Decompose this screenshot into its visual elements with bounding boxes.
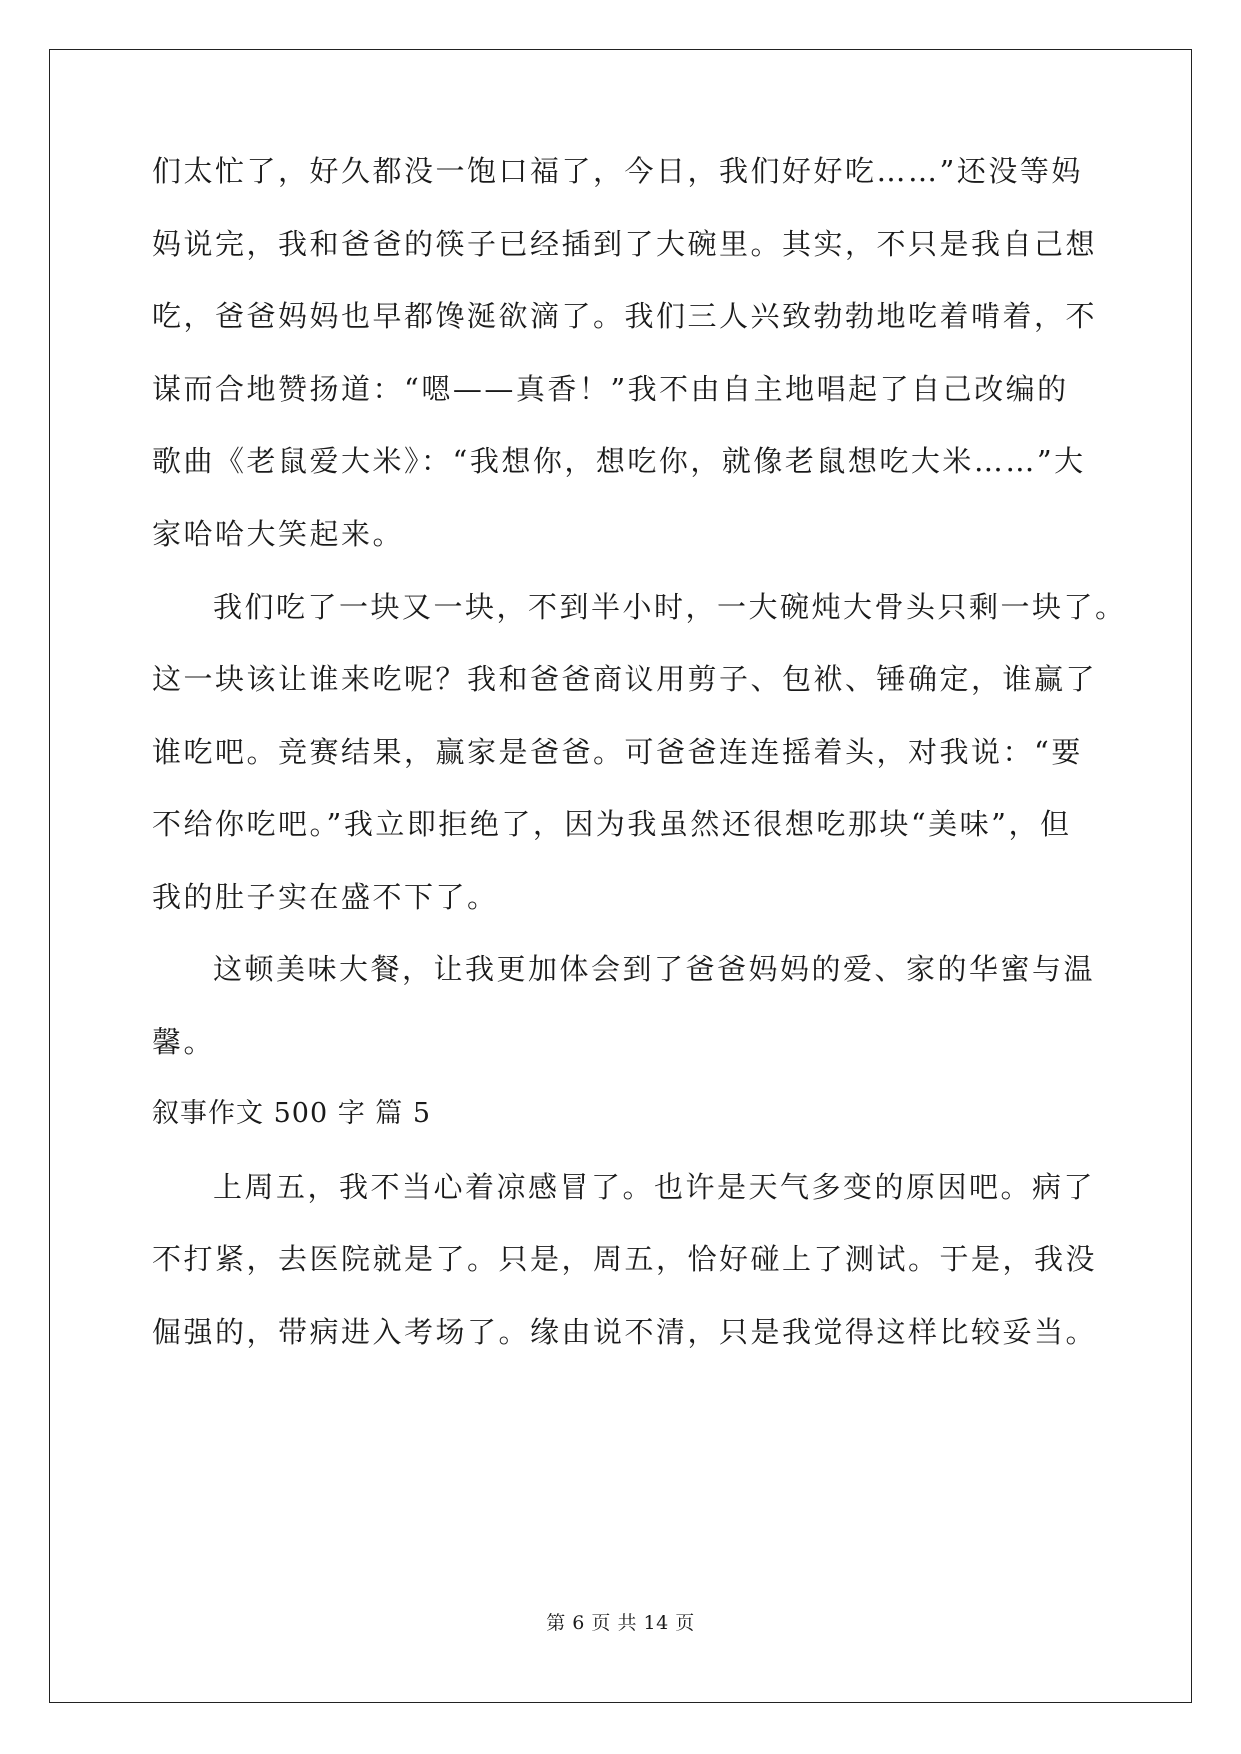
text-line: 倔强的，带病进入考场了。缘由说不清，只是我觉得这样比较妥当。 bbox=[152, 1315, 1098, 1349]
page-footer: 第 6 页 共 14 页 bbox=[546, 1612, 695, 1634]
text-line: 馨。 bbox=[152, 1025, 216, 1059]
text-line: 们太忙了，好久都没一饱口福了，今日，我们好好吃……”还没等妈 bbox=[152, 154, 1083, 188]
text-line: 不打紧，去医院就是了。只是，周五，恰好碰上了测试。于是，我没 bbox=[152, 1242, 1098, 1276]
text-line: 吃，爸爸妈妈也早都馋涎欲滴了。我们三人兴致勃勃地吃着啃着，不 bbox=[152, 299, 1098, 333]
text-line: 歌曲《老鼠爱大米》：“我想你，想吃你，就像老鼠想吃大米……”大 bbox=[152, 444, 1086, 478]
text-line: 我们吃了一块又一块，不到半小时，一大碗炖大骨头只剩一块了。 bbox=[213, 590, 1127, 624]
text-line: 妈说完，我和爸爸的筷子已经插到了大碗里。其实，不只是我自己想 bbox=[152, 227, 1098, 261]
text-line: 不给你吃吧。”我立即拒绝了，因为我虽然还很想吃那块“美味”，但 bbox=[152, 807, 1072, 841]
text-line: 上周五，我不当心着凉感冒了。也许是天气多变的原因吧。病了 bbox=[213, 1170, 1096, 1204]
text-line: 谋而合地赞扬道：“嗯——真香！”我不由自主地唱起了自己改编的 bbox=[152, 372, 1069, 406]
section-heading: 叙事作文 500 字 篇 5 bbox=[152, 1098, 432, 1129]
text-line: 家哈哈大笑起来。 bbox=[152, 517, 405, 551]
text-line: 这顿美味大餐，让我更加体会到了爸爸妈妈的爱、家的华蜜与温 bbox=[213, 952, 1096, 986]
text-line: 这一块该让谁来吃呢？我和爸爸商议用剪子、包袱、锤确定，谁赢了 bbox=[152, 662, 1098, 696]
text-line: 我的肚子实在盛不下了。 bbox=[152, 880, 499, 914]
text-line: 谁吃吧。竞赛结果，赢家是爸爸。可爸爸连连摇着头，对我说：“要 bbox=[152, 735, 1083, 769]
